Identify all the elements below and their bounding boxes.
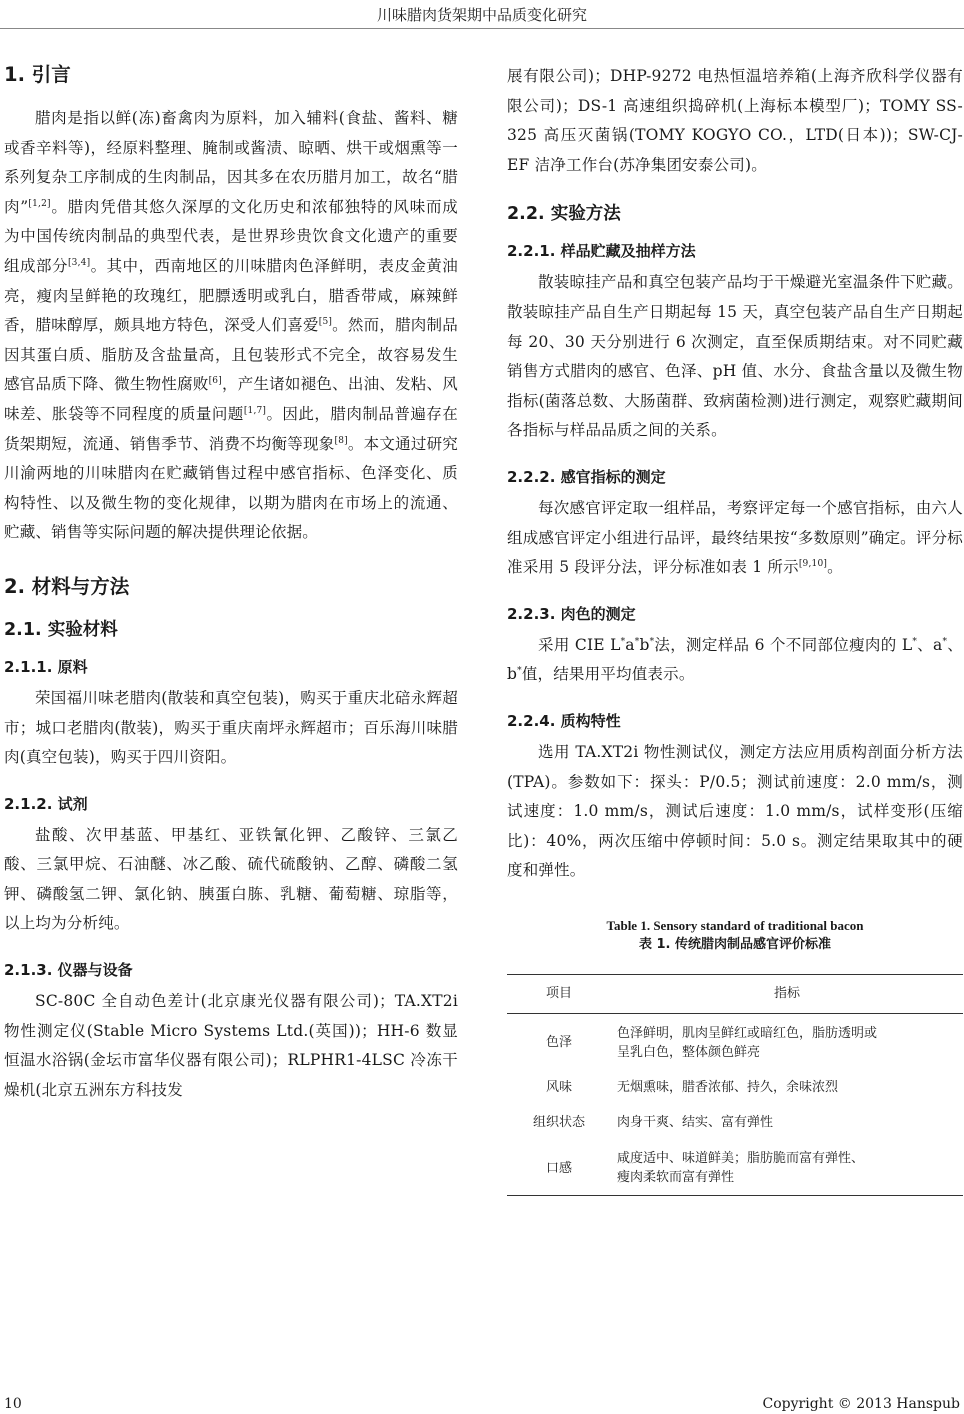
- table-1: [507, 974, 963, 1196]
- table-cell-item: 口感: [507, 1141, 611, 1195]
- table-header-item: 项目: [507, 974, 611, 1013]
- citation: [8]: [334, 435, 348, 446]
- table-row: [507, 1013, 963, 1071]
- table-cell-criteria: 咸度适中、味道鲜美；脂肪脆而富有弹性、 瘦肉柔软而富有弹性: [611, 1141, 963, 1195]
- texture-paragraph: 选用 TA.XT2i 物性测试仪，测定方法应用质构剖面分析方法(TPA)。参数如下：探头：P/0.5；测试前速度：2.0 mm/s，测试速度：1.0 mm/s，测试后速度：1.0 mm/s，试样变形(压缩比)：40%，两次压缩中停顿时间：5.0 s。测定结果取其中的硬度和弹性。: [507, 742, 963, 880]
- right-column: [507, 62, 963, 1196]
- meat-color-paragraph: 采用 CIE L*a*b*法，测定样品 6 个不同部位瘦肉的 L*、a*、b*值，结果用平均值表示。: [507, 635, 963, 684]
- table-row: [507, 1141, 963, 1195]
- table-row: [507, 1071, 963, 1103]
- citation: [1,7]: [243, 405, 267, 416]
- storage-sampling-paragraph: 散装晾挂产品和真空包装产品均于干燥避光室温条件下贮藏。散装晾挂产品自生产日期起每 15 天，真空包装产品自生产日期起每 20、30 天分别进行 6 次测定，直至保质期结束。对不同贮藏销售方式腊肉的感官、色泽、pH 值、水分、食盐含量以及微生物指标(菌落总数、大肠菌群、致病菌检测)进行测定，观察贮藏期间各指标与样品品质之间的关系。: [507, 273, 963, 440]
- running-header: 川味腊肉货架期中品质变化研究: [376, 6, 587, 24]
- reagents-paragraph: 盐酸、次甲基蓝、甲基红、亚铁氰化钾、乙酸锌、三氯乙酸、三氯甲烷、石油醚、冰乙酸、硫代硫酸钠、乙醇、磷酸二氢钾、磷酸氢二钾、氯化钠、胰蛋白胨、乳糖、葡萄糖、琼脂等，以上均为分析纯。: [4, 825, 458, 933]
- citation: [9,10]: [798, 559, 828, 570]
- table-1-caption-en: Table 1. Sensory standard of traditional bacon: [606, 917, 864, 933]
- citation: [1,2]: [28, 198, 51, 209]
- citation: [3,4]: [67, 257, 91, 268]
- citation: [6]: [208, 376, 222, 387]
- intro-paragraph: 腊肉是指以鲜(冻)畜禽肉为原料，加入辅料(食盐、酱料、糖或香辛料等)，经原料整理、腌制或酱渍、晾晒、烘干或烟熏等一系列复杂工序制成的生肉制品，因其多在农历腊月加工，故名“腊肉”[1,2]。腊肉凭借其悠久深厚的文化历史和浓郁独特的风味而成为中国传统肉制品的典型代表，是世界珍贵饮食文化遗产的重要组成部分[3,4]。其中，西南地区的川味腊肉色泽鲜明，表皮金黄油亮，瘦肉呈鲜艳的玫瑰红，肥膘透明或乳白，腊香带咸，麻辣鲜香，腊味醇厚，颇具地方特色，深受人们喜爱[5]。然而，腊肉制品因其蛋白质、脂肪及含盐量高，且包装形式不完全，故容易发生感官品质下降、微生物性腐败[6]，产生诸如褪色、出油、发粘、风味差、胀袋等不同程度的质量问题[1,7]。因此，腊肉制品普遍存在货架期短，流通、销售季节、消费不均衡等现象[8]。本文通过研究川渝两地的川味腊肉在贮藏销售过程中感官指标、色泽变化、质构特性、以及微生物的变化规律，以期为腊肉在市场上的流通、贮藏、销售等实际问题的解决提供理论依据。: [4, 109, 459, 542]
- raw-materials-paragraph: 荣国福川味老腊肉(散装和真空包装)，购买于重庆北碚永辉超市；城口老腊肉(散装)，购买于重庆南坪永辉超市；百乐海川味腊肉(真空包装)，购买于四川资阳。: [4, 688, 458, 767]
- section-2-heading: 2. 材料与方法: [4, 574, 130, 598]
- table-header-row: [507, 974, 963, 1013]
- section-2-1-2-heading: 2.1.2. 试剂: [4, 794, 88, 813]
- copyright-notice: Copyright © 2013 Hanspub: [762, 1396, 960, 1412]
- citation: [5]: [318, 317, 333, 328]
- table-cell-item: 色泽: [545, 1035, 572, 1051]
- sensory-paragraph: 每次感官评定取一组样品，考察评定每一个感官指标，由六人组成感官评定小组进行品评，最终结果按“多数原则”确定。评分标准采用 5 段评分法，评分标准如表 1 所示[9,10]。: [507, 498, 963, 577]
- page-number: 10: [4, 1396, 22, 1412]
- table-cell-item: 组织状态: [532, 1114, 585, 1130]
- left-column: [4, 60, 458, 1105]
- section-2-1-3-heading: 2.1.3. 仪器与设备: [4, 961, 133, 980]
- table-1-caption: [507, 916, 963, 954]
- section-2-2-3-heading: 2.2.3. 肉色的测定: [507, 604, 636, 623]
- instruments-paragraph-left: SC-80C 全自动色差计(北京康光仪器有限公司)；TA.XT2i 物性测定仪(Stable Micro Systems Ltd.(英国))；HH-6 数显恒温水浴锅(金坛市富华仪器有限公司)；RLPHR1-4LSC 冷冻干燥机(北京五洲东方科技发: [4, 992, 458, 1099]
- header-rule: [0, 28, 964, 29]
- section-1-heading: 1. 引言: [4, 63, 71, 86]
- section-2-2-2-heading: 2.2.2. 感官指标的测定: [507, 467, 666, 486]
- table-1-caption-zh: 表 1. 传统腊肉制品感官评价标准: [638, 936, 832, 952]
- table-header-criteria: 指标: [611, 974, 963, 1013]
- table-cell-criteria: 色泽鲜明，肌肉呈鲜红或暗红色，脂肪透明或 呈乳白色，整体颜色鲜亮: [617, 1025, 878, 1060]
- table-cell-criteria: 无烟熏味，腊香浓郁、持久，余味浓烈: [617, 1079, 839, 1095]
- table-cell-criteria: 肉身干爽、结实、富有弹性: [617, 1114, 774, 1130]
- table-cell-item: 风味: [545, 1079, 572, 1095]
- section-2-2-4-heading: 2.2.4. 质构特性: [507, 711, 621, 730]
- section-2-2-heading: 2.2. 实验方法: [507, 204, 621, 225]
- table-row: [507, 1103, 963, 1141]
- instruments-paragraph-right: 展有限公司)；DHP-9272 电热恒温培养箱(上海齐欣科学仪器有限公司)；DS-1 高速组织捣碎机(上海标本模型厂)；TOMY SS-325 高压灭菌锅(TOMY KOGYO CO.，LTD(日本))；SW-CJ-EF 洁净工作台(苏净集团安泰公司)。: [507, 67, 963, 174]
- section-2-1-heading: 2.1. 实验材料: [4, 619, 118, 640]
- section-2-2-1-heading: 2.2.1. 样品贮藏及抽样方法: [507, 242, 696, 261]
- section-2-1-1-heading: 2.1.1. 原料: [4, 657, 88, 676]
